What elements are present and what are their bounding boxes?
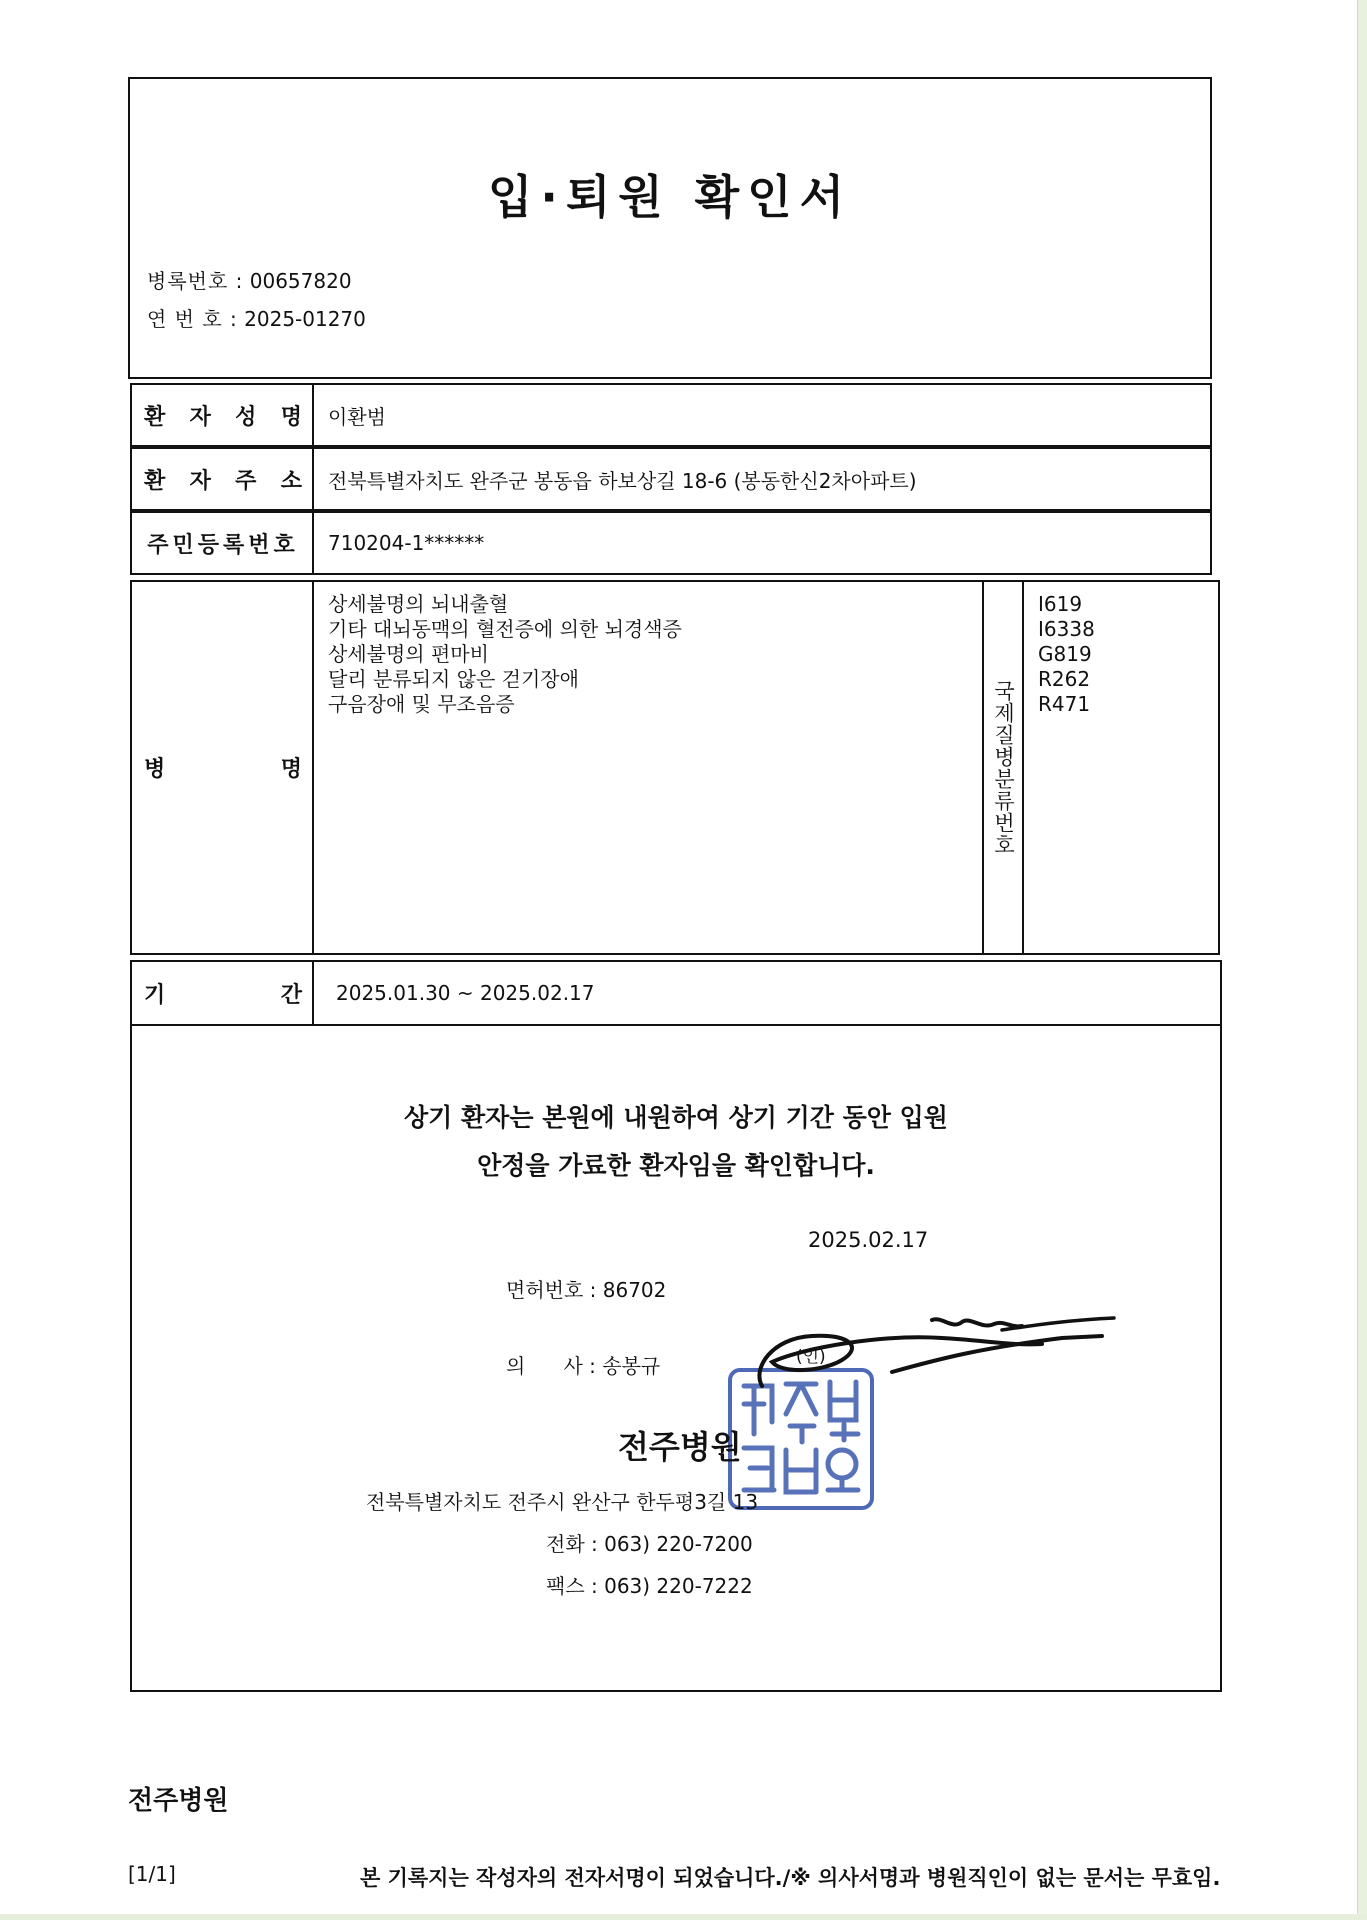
statement-line-1: 상기 환자는 본원에 내원하여 상기 기간 동안 입원: [404, 1103, 948, 1132]
issuer-hospital-name: 전주병원: [618, 1428, 742, 1466]
doctor-name: 송봉규: [602, 1354, 661, 1378]
diagnosis-list: [328, 592, 682, 717]
diagnosis-item: 상세불명의 뇌내출혈: [328, 592, 509, 616]
doctor-line: [506, 1350, 660, 1379]
diagnosis-item: 상세불명의 편마비: [328, 642, 489, 666]
serial-number: 2025-01270: [244, 307, 366, 331]
period-label: 기 간: [132, 962, 314, 1024]
diagnosis-label: 병 명: [132, 582, 314, 953]
serial-number-line: [147, 303, 366, 332]
footer-page-number: [1/1]: [128, 1862, 176, 1886]
doctor-label: 의 사 :: [506, 1354, 596, 1378]
diagnosis-item: 달리 분류되지 않은 걷기장애: [328, 667, 579, 691]
icd-code: G819: [1038, 642, 1092, 666]
license-number: 86702: [602, 1278, 667, 1302]
footer-hospital-name: 전주병원: [128, 1786, 229, 1816]
icd-code: I619: [1038, 592, 1083, 616]
diagnosis-item: 기타 대뇌동맥의 혈전증에 의한 뇌경색증: [328, 617, 682, 641]
rrn-value: 710204-1******: [328, 531, 485, 555]
license-line: [506, 1274, 666, 1303]
hospital-fax: 팩스 : 063) 220-7222: [546, 1574, 753, 1598]
seal-mark: (인): [796, 1347, 826, 1367]
patient-address-label: 환 자 주 소: [132, 449, 314, 509]
statement-line-2: 안정을 가료한 환자임을 확인합니다.: [477, 1151, 875, 1180]
header-box: [128, 77, 1212, 379]
patient-name-label: 환 자 성 명: [132, 385, 314, 445]
patient-name: 이환범: [328, 404, 386, 429]
icd-title: 국제질병분류번호: [991, 679, 1016, 856]
diagnosis-row: [130, 580, 1220, 955]
page-edge: [1357, 0, 1367, 1920]
hospital-phone: 전화 : 063) 220-7200: [546, 1532, 753, 1556]
hospital-address: 전북특별자치도 전주시 완산구 한두평3길 13: [366, 1490, 759, 1514]
license-label: 면허번호 :: [506, 1278, 597, 1302]
confirmation-body: [130, 960, 1222, 1692]
patient-address-row: [130, 447, 1212, 511]
patient-address: 전북특별자치도 완주군 봉동읍 하보상길 18-6 (봉동한신2차아파트): [328, 468, 917, 493]
rrn-label: 주민등록번호: [132, 513, 314, 573]
record-number: 00657820: [249, 269, 352, 293]
footer-notice: 본 기록지는 작성자의 전자서명이 되었습니다./※ 의사서명과 병원직인이 없는 문서는 무효임.: [360, 1866, 1221, 1890]
period-row: [132, 962, 1220, 1026]
period-value: 2025.01.30 ~ 2025.02.17: [336, 981, 595, 1005]
icd-title-cell: [982, 582, 1024, 953]
record-number-label: 병록번호 :: [147, 269, 244, 293]
patient-name-row: [130, 383, 1212, 447]
icd-code: R262: [1038, 667, 1091, 691]
issue-date: 2025.02.17: [808, 1228, 929, 1252]
page-bottom-edge: [0, 1914, 1367, 1920]
icd-code: I6338: [1038, 617, 1095, 641]
record-number-line: [147, 265, 352, 294]
icd-code: R471: [1038, 692, 1091, 716]
rrn-row: [130, 511, 1212, 575]
diagnosis-item: 구음장애 및 무조음증: [328, 692, 515, 716]
document-title: 입·퇴원 확인서: [487, 170, 853, 224]
icd-code-list: [1038, 592, 1095, 717]
serial-number-label: 연 번 호 :: [147, 307, 238, 331]
